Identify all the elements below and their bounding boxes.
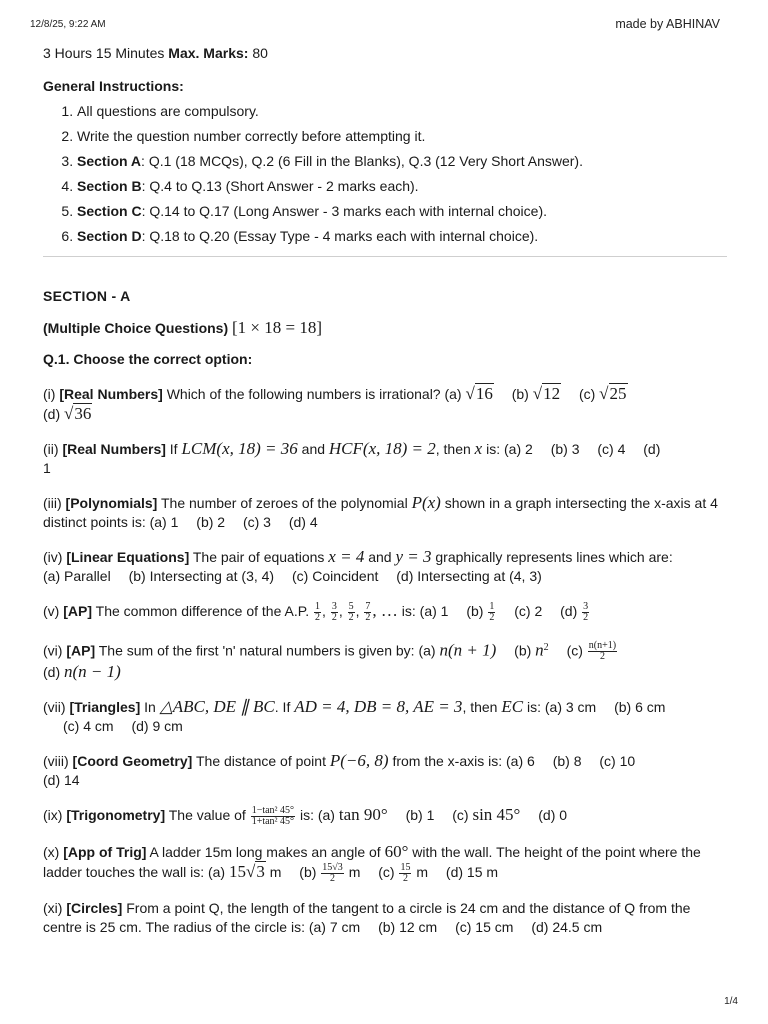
question-ix: (ix) [Trigonometry] The value of $\frac{\text{1−tan² 45°}}{\text{1+tan² 45°}}$ is: (a) tan 90° (b) 1 (c) sin 45° (d) 0: [43, 805, 568, 828]
instruction-item: 5. Section C: Q.14 to Q.17 (Long Answer - 3 marks each with internal choice).: [77, 202, 727, 221]
question-vi: (vi) [AP] The sum of the first 'n' natural numbers is given by: (a) n(n + 1) (b) $n^2$ (c) $\frac{n(n+1)}{2}$ (d) n(n − 1): [43, 640, 617, 682]
section-title: SECTION - A: [43, 288, 131, 304]
question-x: (x) [App of Trig] A ladder 15m long makes an angle of 60° with the wall. The height of the point where the ladder touches the wall is: (a) 15√3 m (b) $\frac{15√3}{2}$ m (c) $\frac{15}{2}$ m (d) 15 m: [43, 842, 701, 884]
max-marks-value: 80: [252, 45, 268, 61]
question-viii: (viii) [Coord Geometry] The distance of point P(−6, 8) from the x-axis is: (a) 6 (b) 8 (c) 10 (d) 14: [43, 751, 636, 789]
instructions-title: General Instructions:: [43, 78, 184, 94]
question-heading: Q.1. Choose the correct option:: [43, 351, 253, 367]
question-xi: (xi) [Circles] From a point Q, the length of the tangent to a circle is 24 cm and the distance of Q from the centre is 25 cm. The radius of the circle is: (a) 7 cm (b) 12 cm (c) 15 cm (d) 24.5 cm: [43, 899, 691, 935]
exam-paper: [43, 44, 727, 937]
question-v: (v) [AP] The common difference of the A.P. $\frac{1}{2}$ , $\frac{3}{2}$ , $\frac{5}{2}$ , $\frac{7}{2}$ , … is: (a) 1 (b) $\frac{1}{2}$ (c) 2 (d) $\frac{3}{2}$: [43, 600, 589, 623]
instruction-item: 4. Section B: Q.4 to Q.13 (Short Answer - 2 marks each).: [77, 177, 727, 196]
instruction-item: 6. Section D: Q.18 to Q.20 (Essay Type - 4 marks each with internal choice).: [77, 227, 727, 246]
question-iii: (iii) [Polynomials] The number of zeroes of the polynomial P(x) shown in a graph intersecting the x-axis at 4 distinct points is: (a) 1 (b) 2 (c) 3 (d) 4: [43, 493, 718, 530]
max-marks-label: Max. Marks:: [168, 45, 249, 61]
instruction-item: 1. All questions are compulsory.: [77, 102, 727, 121]
exam-meta: [43, 44, 727, 63]
print-datetime: 12/8/25, 9:22 AM: [30, 19, 106, 30]
question-vii: (vii) [Triangles] In △ABC, DE ∥ BC. If AD = 4, DB = 8, AE = 3, then EC is: (a) 3 cm (b) 6 cm (c) 4 cm (d) 9 cm: [43, 697, 666, 735]
question-i: (i) [Real Numbers] Which of the following numbers is irrational? (a) √16 (b) √12 (c) √25 (d) √36: [43, 384, 627, 423]
instruction-item: 2. Write the question number correctly before attempting it.: [77, 127, 727, 146]
instruction-item: 3. Section A: Q.1 (18 MCQs), Q.2 (6 Fill in the Blanks), Q.3 (12 Very Short Answer).: [77, 152, 727, 171]
author-credit: made by ABHINAV: [615, 17, 720, 31]
page-number: 1/4: [724, 996, 738, 1007]
question-ii: (ii) [Real Numbers] If LCM(x, 18) = 36 and HCF(x, 18) = 2, then x is: (a) 2 (b) 3 (c) 4 (d) 1: [43, 439, 661, 476]
question-iv: (iv) [Linear Equations] The pair of equations x = 4 and y = 3 graphically represents lines which are: (a) Parallel (b) Intersecting at (3, 4) (c) Coincident (d) Intersecting at (4, 3): [43, 547, 673, 584]
exam-duration: 3 Hours 15 Minutes: [43, 45, 165, 61]
divider: [43, 256, 727, 257]
section-subtitle: (Multiple Choice Questions) [1 × 18 = 18]: [43, 318, 323, 337]
instructions-list: [43, 102, 727, 246]
section-marks: [1 × 18 = 18]: [232, 318, 323, 337]
